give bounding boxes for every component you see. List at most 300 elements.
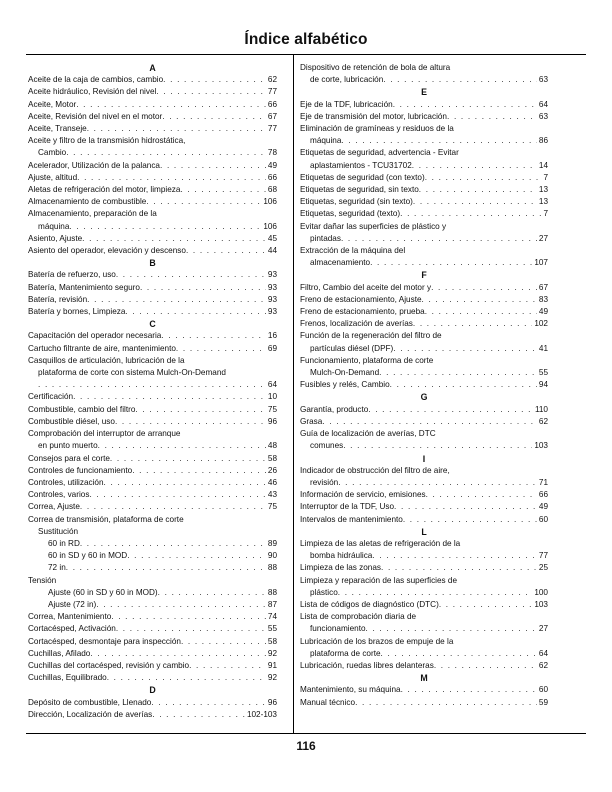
dot-leader bbox=[89, 489, 265, 501]
entry-page-ref[interactable]: 64 bbox=[538, 648, 548, 658]
dot-leader bbox=[160, 160, 266, 172]
index-entry bbox=[28, 477, 277, 489]
index-entry bbox=[28, 465, 277, 477]
entry-page-ref[interactable]: 66 bbox=[267, 172, 277, 182]
index-entry bbox=[28, 160, 277, 172]
entry-topic: Etiquetas de seguridad (con texto) bbox=[300, 172, 425, 182]
index-entry bbox=[300, 428, 548, 452]
index-entry bbox=[300, 684, 548, 696]
index-entry bbox=[300, 660, 548, 672]
entry-row bbox=[300, 306, 548, 318]
entry-row bbox=[28, 440, 277, 452]
entry-topic: Batería, revisión bbox=[28, 294, 88, 304]
entry-page-ref[interactable]: 88 bbox=[267, 563, 277, 573]
index-column-left bbox=[28, 62, 277, 721]
entry-row bbox=[300, 99, 548, 111]
entry-row bbox=[28, 709, 277, 721]
dot-leader bbox=[66, 562, 266, 574]
entry-page-ref[interactable]: 91 bbox=[267, 660, 277, 670]
entry-page-ref[interactable]: 102-103 bbox=[246, 709, 277, 719]
entry-page-ref[interactable]: 66 bbox=[267, 99, 277, 109]
entry-row bbox=[28, 623, 277, 635]
section-letter: D bbox=[149, 685, 156, 696]
entry-page-ref[interactable]: 64 bbox=[538, 99, 548, 109]
entry-page-ref[interactable]: 96 bbox=[267, 416, 277, 426]
column-divider bbox=[293, 55, 294, 733]
index-entry bbox=[300, 196, 548, 208]
entry-topic: Freno de estacionamiento, Ajuste bbox=[300, 294, 422, 304]
dot-leader bbox=[341, 135, 536, 147]
entry-page-ref[interactable]: 48 bbox=[267, 441, 277, 451]
entry-topic: Aletas de refrigeración del motor, limpieza bbox=[28, 185, 181, 195]
entry-page-ref[interactable]: 25 bbox=[538, 563, 548, 573]
entry-text-line: Lista de comprobación diaria de bbox=[300, 612, 417, 622]
index-entry bbox=[28, 709, 277, 721]
dot-leader bbox=[447, 111, 537, 123]
dot-leader bbox=[87, 123, 266, 135]
entry-page-ref[interactable]: 64 bbox=[267, 380, 277, 390]
entry-topic: Aceite, Transeje bbox=[28, 124, 87, 134]
index-entry bbox=[28, 245, 277, 257]
dot-leader bbox=[38, 379, 266, 391]
entry-row bbox=[28, 379, 277, 391]
entry-topic: Lubricación, ruedas libres delanteras bbox=[300, 660, 434, 670]
entry-topic: Depósito de combustible, Llenado bbox=[28, 697, 152, 707]
entry-row bbox=[28, 147, 277, 159]
dot-leader bbox=[394, 501, 537, 513]
entry-row bbox=[28, 282, 277, 294]
dot-leader bbox=[140, 282, 266, 294]
entry-row bbox=[300, 294, 548, 306]
index-entry bbox=[28, 233, 277, 245]
entry-topic: Etiquetas de seguridad, sin texto bbox=[300, 185, 419, 195]
index-entry bbox=[28, 208, 277, 232]
entry-page-ref[interactable]: 41 bbox=[538, 343, 548, 353]
entry-page-ref[interactable]: 49 bbox=[538, 307, 548, 317]
entry-row bbox=[28, 453, 277, 465]
entry-row bbox=[28, 221, 277, 233]
dot-leader bbox=[379, 367, 537, 379]
dot-leader bbox=[400, 208, 541, 220]
entry-page-ref[interactable]: 75 bbox=[267, 502, 277, 512]
section-letter: F bbox=[421, 270, 427, 281]
entry-row bbox=[28, 294, 277, 306]
dot-leader bbox=[127, 550, 266, 562]
entry-row bbox=[28, 672, 277, 684]
entry-page-ref[interactable]: 27 bbox=[538, 233, 548, 243]
entry-row bbox=[300, 184, 548, 196]
entry-page-ref[interactable]: 87 bbox=[267, 599, 277, 609]
entry-page-ref[interactable]: 67 bbox=[267, 111, 277, 121]
entry-topic: bomba hidráulica bbox=[310, 551, 373, 561]
dot-leader bbox=[146, 196, 261, 208]
entry-page-ref[interactable]: 93 bbox=[267, 294, 277, 304]
entry-row bbox=[300, 587, 548, 599]
entry-topic: Cuchillas del cortacésped, revisión y cambio bbox=[28, 660, 190, 670]
dot-leader bbox=[163, 74, 266, 86]
entry-page-ref[interactable]: 7 bbox=[543, 172, 548, 182]
index-entry bbox=[28, 660, 277, 672]
entry-topic: Información de servicio, emisiones bbox=[300, 490, 426, 500]
entry-row bbox=[28, 697, 277, 709]
entry-page-ref[interactable]: 75 bbox=[267, 404, 277, 414]
entry-page-ref[interactable]: 93 bbox=[267, 270, 277, 280]
dot-leader bbox=[76, 99, 266, 111]
index-entry bbox=[300, 318, 548, 330]
entry-page-ref[interactable]: 55 bbox=[267, 624, 277, 634]
entry-topic: Cortacésped, Activación bbox=[28, 624, 116, 634]
dot-leader bbox=[393, 343, 537, 355]
entry-text-line: Lubricación de los brazos de empuje de la bbox=[300, 636, 454, 646]
dot-leader bbox=[161, 330, 266, 342]
entry-page-ref[interactable]: 27 bbox=[538, 624, 548, 634]
entry-row bbox=[300, 697, 548, 709]
index-entry bbox=[28, 697, 277, 709]
entry-row bbox=[300, 514, 548, 526]
dot-leader bbox=[151, 697, 266, 709]
dot-leader bbox=[158, 587, 266, 599]
dot-leader bbox=[439, 599, 533, 611]
entry-topic: Acelerador, Utilización de la palanca bbox=[28, 160, 160, 170]
entry-topic: comunes bbox=[310, 441, 344, 451]
dot-leader bbox=[381, 562, 537, 574]
entry-page-ref[interactable]: 93 bbox=[267, 282, 277, 292]
dot-leader bbox=[425, 306, 537, 318]
entry-page-ref[interactable]: 13 bbox=[538, 197, 548, 207]
entry-topic: Controles, utilización bbox=[28, 477, 104, 487]
entry-row bbox=[300, 282, 548, 294]
bottom-rule bbox=[26, 733, 586, 734]
index-entry bbox=[28, 355, 277, 392]
dot-leader bbox=[107, 672, 266, 684]
entry-topic: Lista de códigos de diagnóstico (DTC) bbox=[300, 599, 439, 609]
entry-topic: Certificación bbox=[28, 392, 74, 402]
entry-row bbox=[28, 86, 277, 98]
entry-text-line: Eliminación de gramíneas y residuos de la bbox=[300, 124, 454, 134]
index-entry bbox=[28, 550, 277, 562]
dot-leader bbox=[77, 172, 266, 184]
index-entry bbox=[28, 99, 277, 111]
entry-page-ref[interactable]: 16 bbox=[267, 331, 277, 341]
section-letter: C bbox=[149, 319, 156, 330]
entry-page-ref[interactable]: 10 bbox=[267, 392, 277, 402]
dot-leader bbox=[110, 453, 266, 465]
entry-topic: Combustible diésel, uso bbox=[28, 416, 115, 426]
index-entry bbox=[300, 636, 548, 660]
entry-page-ref[interactable]: 83 bbox=[538, 294, 548, 304]
index-entry bbox=[300, 611, 548, 635]
index-entry bbox=[28, 404, 277, 416]
entry-page-ref[interactable]: 77 bbox=[267, 124, 277, 134]
entry-text-line: Aceite y filtro de la transmisión hidrostática, bbox=[28, 136, 186, 146]
entry-page-ref[interactable]: 26 bbox=[267, 465, 277, 475]
index-entry bbox=[28, 623, 277, 635]
entry-topic: Cambio bbox=[38, 148, 67, 158]
entry-row bbox=[28, 196, 277, 208]
index-entry bbox=[28, 74, 277, 86]
entry-topic: almacenamiento bbox=[310, 258, 371, 268]
entry-topic: Freno de estacionamiento, prueba bbox=[300, 307, 425, 317]
entry-row bbox=[300, 208, 548, 220]
entry-page-ref[interactable]: 68 bbox=[267, 185, 277, 195]
entry-row bbox=[28, 99, 277, 111]
dot-leader bbox=[381, 648, 537, 660]
entry-topic: Manual técnico bbox=[300, 697, 356, 707]
index-entry bbox=[28, 135, 277, 159]
entry-row bbox=[300, 367, 548, 379]
dot-leader bbox=[135, 404, 265, 416]
entry-text-line: Sustitución bbox=[38, 526, 79, 536]
dot-leader bbox=[162, 111, 266, 123]
entry-page-ref[interactable]: 69 bbox=[267, 343, 277, 353]
index-entry bbox=[300, 147, 548, 171]
entry-row bbox=[28, 404, 277, 416]
entry-page-ref[interactable]: 43 bbox=[267, 490, 277, 500]
entry-page-ref[interactable]: 106 bbox=[263, 221, 277, 231]
entry-text-line: Indicador de obstrucción del filtro de aire, bbox=[300, 465, 450, 475]
entry-row bbox=[28, 599, 277, 611]
entry-text-line: Funcionamiento, plataforma de corte bbox=[300, 355, 434, 365]
entry-page-ref[interactable]: 86 bbox=[538, 136, 548, 146]
entry-page-ref[interactable]: 59 bbox=[538, 697, 548, 707]
entry-text-line: Casquillos de articulación, lubricación de la bbox=[28, 355, 185, 365]
index-entry bbox=[300, 538, 548, 562]
index-entry bbox=[28, 282, 277, 294]
dot-leader bbox=[338, 477, 537, 489]
index-entry bbox=[300, 172, 548, 184]
entry-text-line: Función de la regeneración del filtro de bbox=[300, 331, 442, 341]
entry-page-ref[interactable]: 7 bbox=[543, 209, 548, 219]
entry-text-line: Evitar dañar las superficies de plástico y bbox=[300, 221, 447, 231]
entry-row bbox=[300, 660, 548, 672]
entry-row bbox=[300, 550, 548, 562]
section-letter: M bbox=[420, 673, 428, 684]
entry-page-ref[interactable]: 13 bbox=[538, 185, 548, 195]
entry-page-ref[interactable]: 63 bbox=[538, 75, 548, 85]
entry-text-line: Etiquetas de seguridad, advertencia - Evitar bbox=[300, 148, 459, 158]
dot-leader bbox=[403, 514, 537, 526]
entry-topic: Aceite de la caja de cambios, cambio bbox=[28, 75, 164, 85]
entry-topic: Dirección, Localización de averías bbox=[28, 709, 153, 719]
entry-page-ref[interactable]: 63 bbox=[538, 111, 548, 121]
entry-topic: Etiquetas, seguridad (sin texto) bbox=[300, 197, 413, 207]
entry-topic: Ajuste (72 in) bbox=[48, 599, 97, 609]
index-column-right bbox=[300, 62, 548, 709]
entry-page-ref[interactable]: 107 bbox=[534, 258, 548, 268]
entry-row bbox=[300, 501, 548, 513]
index-entry bbox=[300, 330, 548, 354]
entry-topic: Eje de la TDF, lubricación bbox=[300, 99, 393, 109]
dot-leader bbox=[80, 501, 266, 513]
entry-page-ref[interactable]: 14 bbox=[538, 160, 548, 170]
index-entry bbox=[28, 86, 277, 98]
entry-row bbox=[300, 684, 548, 696]
entry-topic: Cartucho filtrante de aire, mantenimiento bbox=[28, 343, 176, 353]
entry-page-ref[interactable]: 96 bbox=[267, 697, 277, 707]
entry-page-ref[interactable]: 93 bbox=[267, 307, 277, 317]
index-entry bbox=[28, 269, 277, 281]
index-entry bbox=[28, 599, 277, 611]
entry-page-ref[interactable]: 58 bbox=[267, 453, 277, 463]
entry-page-ref[interactable]: 67 bbox=[538, 282, 548, 292]
index-entry bbox=[300, 501, 548, 513]
entry-topic: Aceite hidráulico, Revisión del nivel bbox=[28, 87, 157, 97]
dot-leader bbox=[111, 611, 266, 623]
entry-topic: Consejos para el corte bbox=[28, 453, 110, 463]
section-letter: I bbox=[422, 453, 426, 464]
dot-leader bbox=[338, 587, 533, 599]
index-entry bbox=[300, 465, 548, 489]
dot-leader bbox=[413, 318, 532, 330]
index-entry bbox=[300, 111, 548, 123]
entry-topic: Aceite, Motor bbox=[28, 99, 77, 109]
entry-topic: plástico bbox=[310, 587, 338, 597]
entry-page-ref[interactable]: 103 bbox=[534, 599, 548, 609]
entry-page-ref[interactable]: 60 bbox=[538, 514, 548, 524]
entry-page-ref[interactable]: 100 bbox=[534, 587, 548, 597]
section-letter: B bbox=[149, 258, 156, 269]
entry-topic: Intervalos de mantenimiento bbox=[300, 514, 403, 524]
entry-row bbox=[300, 172, 548, 184]
entry-row bbox=[28, 465, 277, 477]
index-entry bbox=[28, 416, 277, 428]
index-entry bbox=[300, 379, 548, 391]
dot-leader bbox=[180, 184, 265, 196]
index-entry bbox=[300, 208, 548, 220]
entry-topic: 72 in bbox=[48, 563, 66, 573]
index-entry bbox=[28, 330, 277, 342]
section-letter: A bbox=[149, 63, 156, 73]
dot-leader bbox=[434, 660, 537, 672]
dot-leader bbox=[401, 684, 537, 696]
dot-leader bbox=[341, 233, 537, 245]
entry-row bbox=[28, 611, 277, 623]
dot-leader bbox=[116, 623, 266, 635]
index-entry bbox=[28, 343, 277, 355]
entry-row bbox=[300, 318, 548, 330]
dot-leader bbox=[69, 221, 261, 233]
entry-page-ref[interactable]: 62 bbox=[538, 660, 548, 670]
entry-page-ref[interactable]: 45 bbox=[267, 233, 277, 243]
entry-topic: Controles, varios bbox=[28, 490, 90, 500]
dot-leader bbox=[370, 257, 532, 269]
entry-topic: máquina bbox=[38, 221, 70, 231]
entry-page-ref[interactable]: 71 bbox=[538, 477, 548, 487]
entry-row bbox=[28, 416, 277, 428]
index-entry bbox=[28, 575, 277, 599]
entry-page-ref[interactable]: 89 bbox=[267, 538, 277, 548]
entry-page-ref[interactable]: 62 bbox=[538, 416, 548, 426]
dot-leader bbox=[425, 172, 542, 184]
entry-topic: en punto muerto bbox=[38, 441, 98, 451]
entry-row bbox=[28, 233, 277, 245]
entry-row bbox=[300, 623, 548, 635]
entry-topic: partículas diésel (DPF) bbox=[310, 343, 394, 353]
dot-leader bbox=[372, 550, 537, 562]
entry-page-ref[interactable]: 103 bbox=[534, 441, 548, 451]
entry-row bbox=[28, 160, 277, 172]
entry-row bbox=[28, 648, 277, 660]
entry-text-line: plataforma de corte con sistema Mulch-On-Demand bbox=[38, 368, 226, 378]
entry-row bbox=[300, 599, 548, 611]
dot-leader bbox=[189, 660, 266, 672]
entry-page-ref[interactable]: 92 bbox=[267, 648, 277, 658]
entry-row bbox=[300, 477, 548, 489]
entry-page-ref[interactable]: 78 bbox=[267, 148, 277, 158]
entry-page-ref[interactable]: 94 bbox=[538, 380, 548, 390]
entry-row bbox=[28, 562, 277, 574]
dot-leader bbox=[80, 538, 266, 550]
dot-leader bbox=[87, 294, 266, 306]
index-entry bbox=[28, 489, 277, 501]
entry-row bbox=[300, 648, 548, 660]
entry-page-ref[interactable]: 60 bbox=[538, 685, 548, 695]
entry-text-line: Comprobación del interruptor de arranque bbox=[28, 429, 181, 439]
index-entry bbox=[300, 245, 548, 269]
entry-page-ref[interactable]: 58 bbox=[267, 636, 277, 646]
index-entry bbox=[300, 416, 548, 428]
section-letter: L bbox=[421, 526, 427, 537]
entry-row bbox=[28, 269, 277, 281]
dot-leader bbox=[431, 282, 537, 294]
entry-topic: Batería, Mantenimiento seguro bbox=[28, 282, 140, 292]
entry-page-ref[interactable]: 92 bbox=[267, 673, 277, 683]
entry-page-ref[interactable]: 66 bbox=[538, 490, 548, 500]
index-entry bbox=[28, 294, 277, 306]
entry-page-ref[interactable]: 102 bbox=[534, 319, 548, 329]
entry-page-ref[interactable]: 110 bbox=[534, 404, 548, 414]
entry-page-ref[interactable]: 77 bbox=[538, 551, 548, 561]
index-entry bbox=[28, 562, 277, 574]
entry-topic: 60 in SD y 60 in MOD bbox=[48, 551, 128, 561]
entry-page-ref[interactable]: 62 bbox=[267, 75, 277, 85]
index-entry bbox=[28, 196, 277, 208]
entry-page-ref[interactable]: 90 bbox=[267, 551, 277, 561]
dot-leader bbox=[186, 245, 266, 257]
entry-topic: Correa, Mantenimiento bbox=[28, 612, 112, 622]
entry-topic: Asiento, Ajuste bbox=[28, 233, 83, 243]
dot-leader bbox=[422, 294, 537, 306]
dot-leader bbox=[322, 416, 537, 428]
entry-page-ref[interactable]: 46 bbox=[267, 477, 277, 487]
index-entry bbox=[28, 611, 277, 623]
entry-row bbox=[300, 135, 548, 147]
dot-leader bbox=[343, 440, 532, 452]
entry-row bbox=[300, 233, 548, 245]
entry-row bbox=[28, 111, 277, 123]
entry-page-ref[interactable]: 77 bbox=[267, 87, 277, 97]
entry-topic: plataforma de corte bbox=[310, 648, 381, 658]
entry-text-line: Limpieza de las aletas de refrigeración de la bbox=[300, 538, 461, 548]
entry-page-ref[interactable]: 88 bbox=[267, 587, 277, 597]
entry-text-line: Extracción de la máquina del bbox=[300, 246, 406, 256]
index-entry bbox=[300, 514, 548, 526]
entry-page-ref[interactable]: 49 bbox=[538, 502, 548, 512]
entry-page-ref[interactable]: 49 bbox=[267, 160, 277, 170]
entry-page-ref[interactable]: 44 bbox=[267, 246, 277, 256]
dot-leader bbox=[116, 269, 266, 281]
entry-page-ref[interactable]: 106 bbox=[263, 197, 277, 207]
entry-page-ref[interactable]: 55 bbox=[538, 368, 548, 378]
entry-topic: Controles de funcionamiento bbox=[28, 465, 133, 475]
dot-leader bbox=[426, 489, 537, 501]
entry-topic: Limpieza de las zonas bbox=[300, 563, 382, 573]
entry-row bbox=[28, 123, 277, 135]
entry-topic: Interruptor de la TDF, Uso bbox=[300, 502, 395, 512]
entry-topic: Grasa bbox=[300, 416, 323, 426]
entry-page-ref[interactable]: 74 bbox=[267, 612, 277, 622]
index-entry bbox=[300, 697, 548, 709]
